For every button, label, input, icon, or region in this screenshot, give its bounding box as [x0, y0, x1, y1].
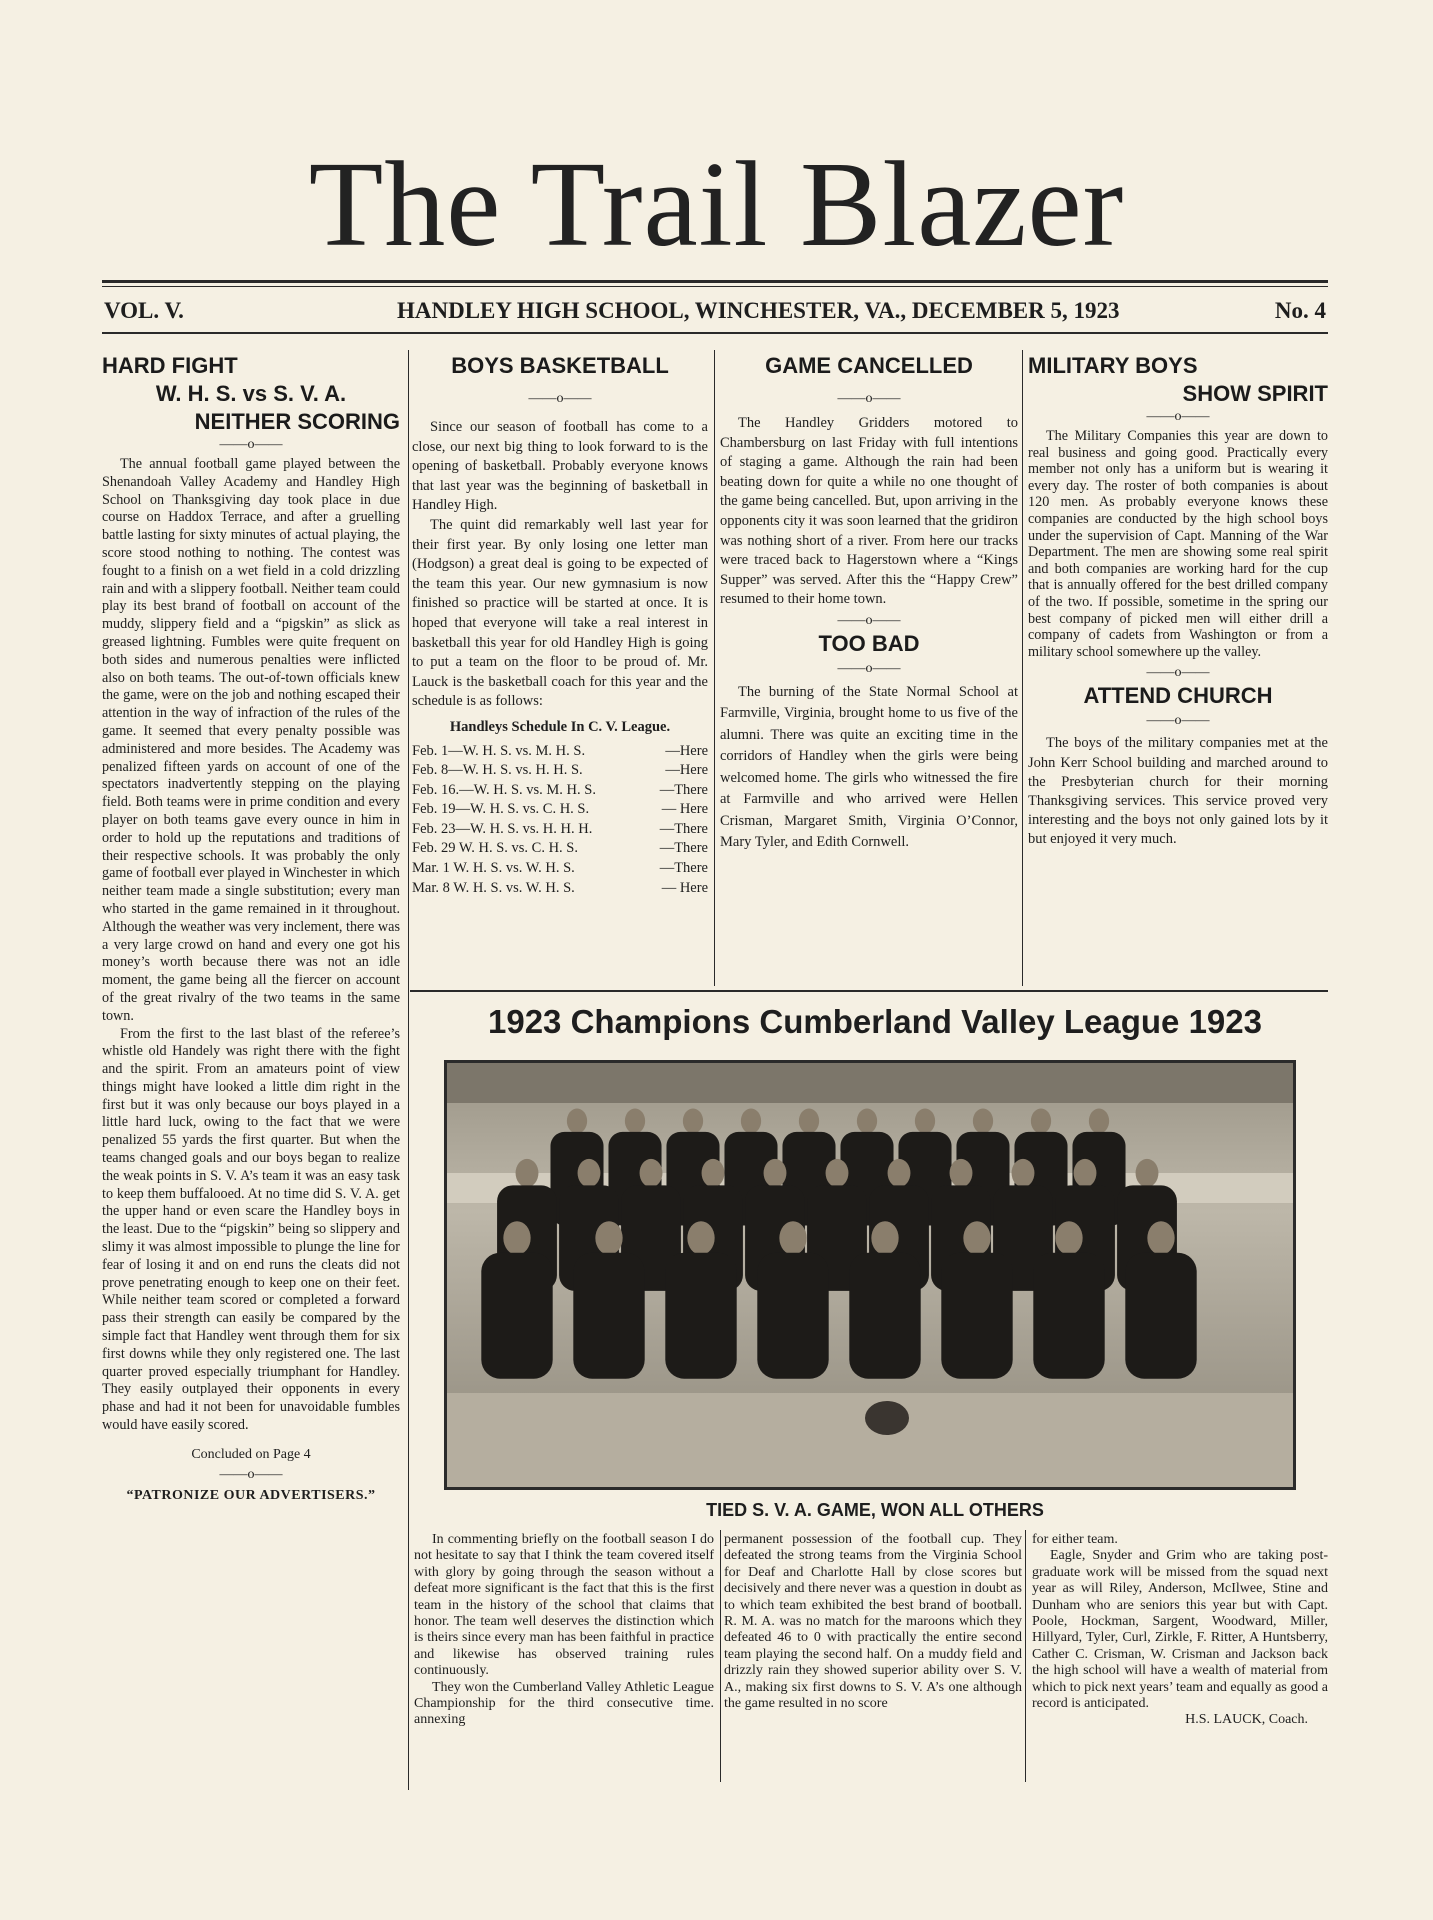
player-head: [950, 1159, 973, 1187]
volume-label: VOL. V.: [104, 298, 184, 323]
player-head: [1147, 1221, 1174, 1255]
player-body: [481, 1253, 552, 1379]
article-paragraph: The Military Companies this year are down to real business and going good. Practically every member not only has a uniform but is wearing it every day. The roster of both companies is about 120 men. As probably everyone knows these companies are conducted by the high school boys under the supervision of Capt. Manning of the War Department. The men are showing some real spirit and both companies are working hard for the cup that is annually offered for the best drilled company of the two. If possible, sometime in the spring our best company of picked men will either drill a company of cadets from Washington or from a military school somewhere up the valley.: [1028, 428, 1328, 660]
issue-number: No. 4: [1274, 298, 1326, 323]
player-head: [687, 1221, 714, 1255]
player-head: [799, 1109, 819, 1134]
schedule-title: Handleys Schedule In C. V. League.: [449, 718, 671, 735]
player-head: [1012, 1159, 1035, 1187]
headline-hard-fight: HARD FIGHT: [102, 353, 238, 378]
headline-show-spirit: SHOW SPIRIT: [1182, 381, 1328, 406]
subhead-neither-scoring: NEITHER SCORING: [194, 409, 400, 434]
player-head: [826, 1159, 849, 1187]
article-paragraph: In commenting briefly on the football season I do not hesitate to say that I think the team covered itself with glory by going through the season without a defeat more significant is the fact that this is the first team in the history of the school that claims that honor. The team well deserves the distinction which is theirs since every man has been faithful in practice and likewise has observed training rules continuously.: [414, 1532, 714, 1679]
player-head: [764, 1159, 787, 1187]
article-paragraph: They won the Cumberland Valley Athletic League Championship for the third consecutive time. annexing: [414, 1679, 714, 1728]
player-head: [1055, 1221, 1082, 1255]
player-body: [1033, 1253, 1104, 1379]
article-paragraph: The quint did remarkably well last year for their first year. By only losing one letter man (Hodgson) a great deal is going to be expected of the team this year. Our new gymnasium is now finished so practice will be started at once. It is hoped that everyone will take a real interest in basketball this year for old Handley High is going to put a team on the floor to be proud of. Mr. Lauck is the basketball coach for this year and the schedule is as follows:: [412, 516, 708, 710]
player-head: [702, 1159, 725, 1187]
article-paragraph: The burning of the State Normal School at Farmville, Virginia, brought home to us five of the alumni. There was quite an exciting time in the corridors of Handley when the girls were being welcomed home. The girls who witnessed the fire at Farmville and who arrived were Hellen Crisman, Margaret Smith, Virginia O’Connor, Mary Tyler, and Edith Cornwell.: [720, 683, 1018, 851]
coach-signature: H.S. LAUCK, Coach.: [1185, 1712, 1308, 1728]
column-divider-3: [1022, 350, 1023, 986]
player-head: [741, 1109, 761, 1134]
player-head: [973, 1109, 993, 1134]
player-head: [625, 1109, 645, 1134]
schedule-row: Feb. 16.—W. H. S. vs. M. H. S. —There: [412, 781, 708, 798]
player-body: [665, 1253, 736, 1379]
coach-article-col3: [1032, 1532, 1328, 1729]
schedule-row: Feb. 8—W. H. S. vs. H. H. S. —Here: [412, 762, 708, 779]
patronize-advertisers: “PATRONIZE OUR ADVERTISERS.”: [126, 1488, 376, 1504]
headline-too-bad: TOO BAD: [818, 630, 920, 656]
schedule-row: Mar. 8 W. H. S. vs. W. H. S. — Here: [412, 879, 708, 896]
player-head: [640, 1159, 663, 1187]
article-paragraph: permanent possession of the football cup. They defeated the strong teams from the Virginia School for Deaf and Charlotte Hall by close scores but decisively and there never was a question in doubt as to which team exhibited the best brand of bootball. R. M. A. was no match for the maroons which they defeated 46 to 0 with practically the entire second team playing the second half. On a muddy field and drizzly rain they showed superior ability over S. V. A., making six first downs to S. V. A’s one although the game resulted in no score: [724, 1532, 1022, 1712]
player-head: [915, 1109, 935, 1134]
schedule-row: Feb. 1—W. H. S. vs. M. H. S. —Here: [412, 742, 708, 759]
player-head: [1089, 1109, 1109, 1134]
separator: ——o——: [219, 437, 283, 452]
player-body: [757, 1253, 828, 1379]
dateline-rule: [102, 332, 1328, 334]
player-head: [888, 1159, 911, 1187]
article-paragraph: The Handley Gridders motored to Chambersburg on last Friday with full intentions of staging a game. Although the rain had been beating down for quite a while no one thought of the game being cancelled. But, upon arriving in the opponents city it was soon learned that the gridiron was nothing short of a river. From here our tracks were traced back to Hagerstown where a “Kings Supper” was served. After this the “Happy Crew” resumed to their home town.: [720, 415, 1018, 608]
schedule-row: Feb. 23—W. H. S. vs. H. H. H. —There: [412, 820, 708, 837]
photo-caption: TIED S. V. A. GAME, WON ALL OTHERS: [706, 1500, 1044, 1520]
player-body: [941, 1253, 1012, 1379]
player-body: [1125, 1253, 1196, 1379]
team-photo-image: [447, 1063, 1293, 1487]
separator: ——o——: [1146, 665, 1210, 681]
player-head: [1136, 1159, 1159, 1187]
photo-headline: 1923 Champions Cumberland Valley League 1923: [488, 1003, 1262, 1040]
schedule-row: Feb. 29 W. H. S. vs. C. H. S. —There: [412, 840, 708, 857]
article-boys-basketball: [412, 352, 708, 898]
team-photo: [444, 1060, 1296, 1490]
player-head: [567, 1109, 587, 1134]
bottom-divider-2: [1025, 1530, 1026, 1782]
article-military-boys: [1028, 352, 1328, 850]
separator: ——o——: [837, 391, 901, 406]
masthead-rule-top-thin: [102, 286, 1328, 287]
headline-military-boys: MILITARY BOYS: [1028, 353, 1198, 378]
player-head: [683, 1109, 703, 1134]
player-head: [595, 1221, 622, 1255]
separator: ——o——: [1146, 713, 1210, 729]
separator: ——o——: [837, 612, 901, 628]
player-head: [871, 1221, 898, 1255]
column-divider-2: [714, 350, 715, 986]
schedule-row: Mar. 1 W. H. S. vs. W. H. S. —There: [412, 860, 708, 877]
masthead-rule-top: [102, 280, 1328, 283]
headline-boys-basketball: BOYS BASKETBALL: [451, 353, 669, 378]
article-paragraph: The boys of the military companies met at the John Kerr School building and marched around to the Presbyterian church for their morning Thanksgiving services. This service proved very interesting and the boys not only gained lots by it but enjoyed it very much.: [1028, 735, 1328, 848]
player-head: [857, 1109, 877, 1134]
headline-game-cancelled: GAME CANCELLED: [765, 353, 973, 378]
column-divider-1: [408, 350, 409, 1790]
article-paragraph: for either team.: [1032, 1532, 1118, 1547]
player-head: [503, 1221, 530, 1255]
masthead-title: The Trail Blazer: [308, 137, 1125, 272]
basketball-schedule: [412, 742, 708, 899]
player-head: [578, 1159, 601, 1187]
article-paragraph: The annual football game played between the Shenandoah Valley Academy and Handley High School on Thanksgiving day took place in due course on Haddox Terrace, and after a gruelling battle lasting for sixty minutes of actual playing, the score stood nothing to nothing. The contest was fought to a finish on a wet field in a cold drizzling rain and with a slippery football. Neither team could play its best brand of football on account of the muddy, slippery field and a “pigskin” as slick as greased lightning. Fumbles were quite frequent on both sides and numerous penalties were inflicted also on both teams. The out-of-town officials knew the game, were on the job and nothing escaped their attention in the way of infraction of the rules of the game. It seemed that every penalty possible was administered and more besides. The Academy was penalized fifteen yards on account of one of the spectators inadvertently stepping on the playing field. Both teams were in prime condition and every player on both teams gave every ounce in him in order to hold up the reputations and traditions of their respective schools. It was probably the only game of football ever played in Winchester in which neither team made a single substitution; every man who started in the game remained in it throughout. Although the weather was very inclement, there was a very large crowd on hand and every one got his money’s worth because there was not an idle moment, the game being all the fiercer on account of the great rivalry of the two teams in the same town.: [102, 456, 400, 1024]
separator: ——o——: [528, 391, 592, 406]
bottom-divider-1: [720, 1530, 721, 1782]
headline-attend-church: ATTEND CHURCH: [1083, 683, 1273, 709]
article-paragraph: Eagle, Snyder and Grim who are taking post-graduate work will be missed from the squad next year as will Riley, Anderson, McIlwee, Stine and Dunham who are seniors this year but with Capt. Poole, Hockman, Sargent, Woodward, Miller, Hillyard, Tyler, Curl, Zirkle, F. Ritter, A Huntsberry, Cather C. Crisman, W. Crisman and Jackson back the high school will have a wealth of material from which to pick next years’ team and equally as good a record is anticipated.: [1032, 1548, 1328, 1712]
subhead-whs-vs-sva: W. H. S. vs S. V. A.: [155, 381, 347, 406]
player-head: [1031, 1109, 1051, 1134]
separator: ——o——: [837, 660, 901, 676]
player-head: [516, 1159, 539, 1187]
photo-top-rule: [410, 990, 1328, 992]
player-head: [1074, 1159, 1097, 1187]
coach-article-col2: [724, 1532, 1022, 1712]
player-head: [963, 1221, 990, 1255]
article-paragraph: From the first to the last blast of the referee’s whistle old Handely was right there with the fight and the spirit. From an amateurs point of view things might have looked a little dim right in the first but it was only because our boys played in a little hard luck, owing to the fact that we were penalized 55 yards the first quarter. But when the teams changed goals and our boys began to realize the weak points in S. V. A’s team it was an easy task to keep them buffalooed. At no time did S. V. A. get the upper hand or even scare the Handley boys in the least. Due to the “pigskin” being so slippery and slimy it was almost impossible to plunge the line for fear of losing it and on end runs the cleats did not prove penetrating enough to keep one on their feet. While neither team scored or completed a forward pass their strength can easily be compared by the simple fact that Handley went through them for six first downs while they only registered one. The last quarter proved especially triumphant for Handley. They easily outplayed their opponents in every phase and had it not been for unavoidable fumbles would have easily scored.: [102, 1025, 400, 1434]
coach-article-col1: [414, 1532, 714, 1729]
player-head: [779, 1221, 806, 1255]
concluded-note: Concluded on Page 4: [191, 1446, 311, 1462]
article-game-cancelled: [720, 352, 1018, 854]
football: [865, 1401, 909, 1435]
separator: ——o——: [219, 1467, 283, 1483]
schedule-row: Feb. 19—W. H. S. vs. C. H. S. — Here: [412, 801, 708, 818]
separator: ——o——: [1146, 409, 1210, 424]
article-hard-fight: [102, 352, 400, 1506]
player-body: [849, 1253, 920, 1379]
article-paragraph: Since our season of football has come to a close, our next big thing to look forward to is the opening of basketball. Probably everyone knows that last year was the beginning of basketball in Handley High.: [412, 419, 708, 514]
dateline: [102, 294, 1328, 328]
player-body: [573, 1253, 644, 1379]
school-dateline: HANDLEY HIGH SCHOOL, WINCHESTER, VA., DECEMBER 5, 1923: [397, 298, 1120, 323]
